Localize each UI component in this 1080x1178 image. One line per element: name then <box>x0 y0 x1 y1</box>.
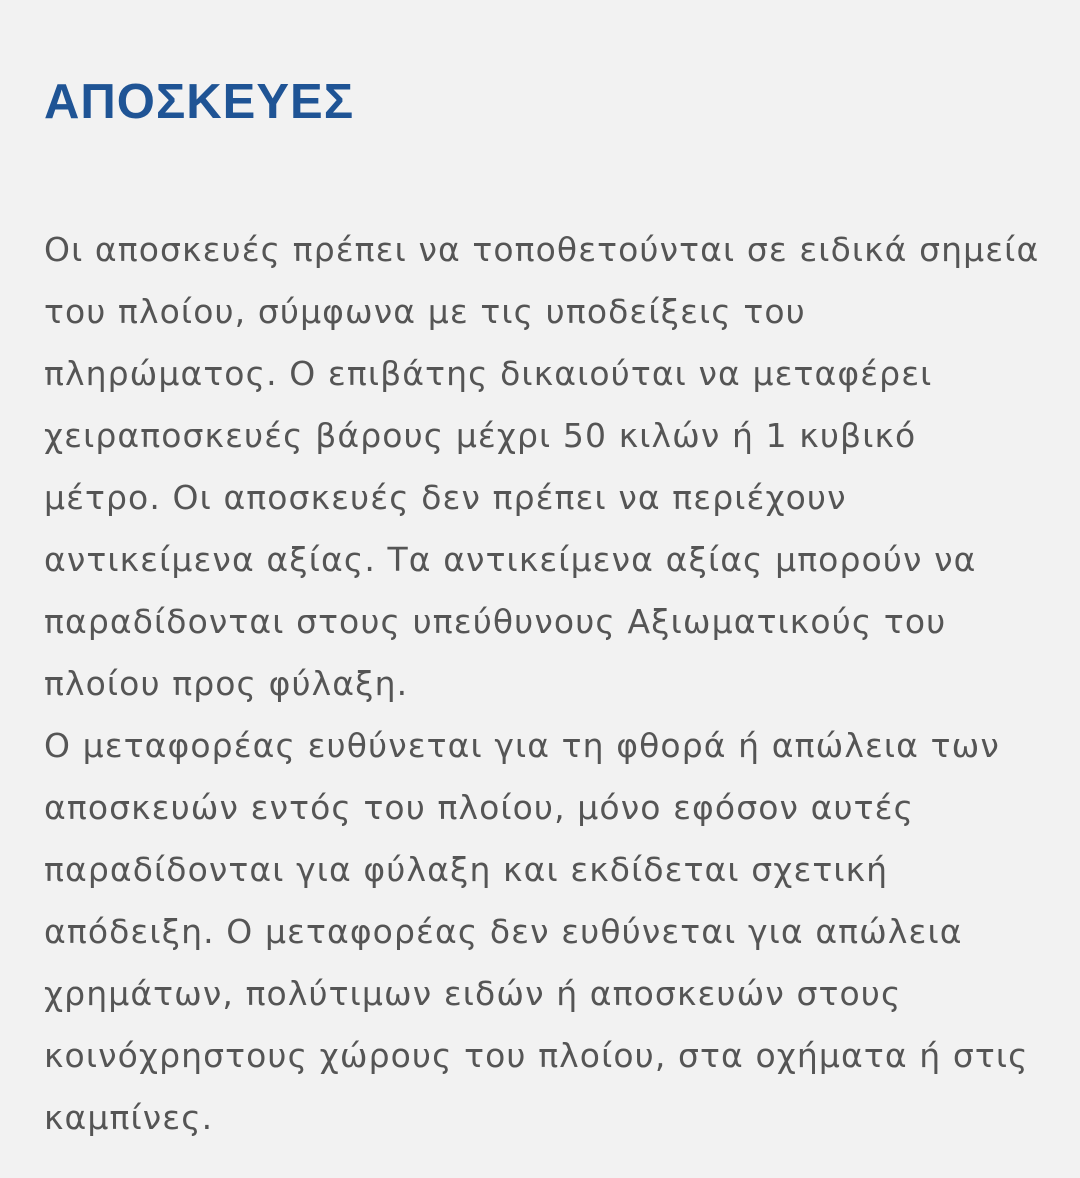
section-title: ΑΠΟΣΚΕΥΕΣ <box>44 75 355 129</box>
section-body <box>44 219 1040 1149</box>
body-paragraph-liability: Ο μεταφορέας ευθύνεται για τη φθορά ή απώλεια των αποσκευών εντός του πλοίου, μόνο εφόσον αυτές παραδίδονται για φύλαξη και εκδίδεται σχετική απόδειξη. Ο μεταφορέας δεν ευθύνεται για απώλεια χρημάτων, πολύτιμων ειδών ή αποσκευών στους κοινόχρηστους χώρους του πλοίου, στα οχήματα ή στις καμπίνες. <box>44 726 1029 1137</box>
body-paragraph-storage: Οι αποσκευές πρέπει να τοποθετούνται σε ειδικά σημεία του πλοίου, σύμφωνα με τις υποδείξεις του πληρώματος. Ο επιβάτης δικαιούται να μεταφέρει χειραποσκευές βάρους μέχρι 50 κιλών ή 1 κυβικό μέτρο. Οι αποσκευές δεν πρέπει να περιέχουν αντικείμενα αξίας. Τα αντικείμενα αξίας μπορούν να παραδίδονται στους υπεύθυνους Αξιωματικούς του πλοίου προς φύλαξη. <box>44 230 1040 703</box>
